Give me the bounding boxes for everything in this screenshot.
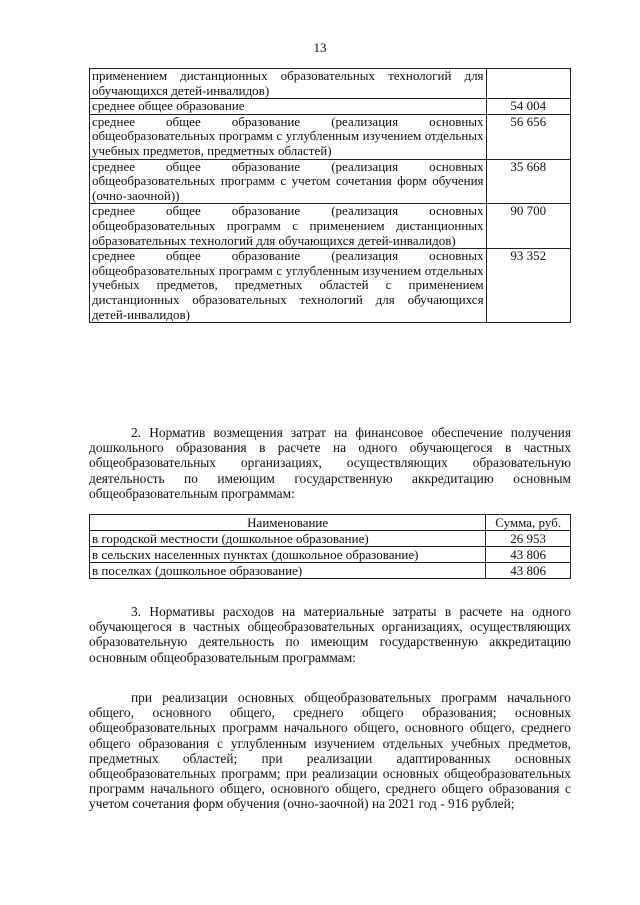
row-description: среднее общее образование (реализация основных общеобразовательных программ с учетом сочетания форм обучения (очно-заочной)): [90, 159, 487, 204]
header-sum: Сумма, руб.: [486, 515, 571, 531]
row-sum: 43 806: [486, 547, 571, 563]
table-header-row: [90, 515, 571, 531]
table-row: [90, 249, 571, 323]
row-description: среднее общее образование (реализация основных общеобразовательных программ с углубленным изучением отдельных учебных предметов, предметных областей с применением дистанционных образовательных технологий для обучающихся детей-инвалидов): [90, 249, 487, 323]
row-sum: 26 953: [486, 531, 571, 547]
paragraph-2-text: 2. Норматив возмещения затрат на финансовое обеспечение получения дошкольного образования в расчете на одного обучающегося в частных общеобразовательных организациях, осуществляющих образовательную деятельность по имеющим государственную аккредитацию основным общеобразовательным программам:: [89, 425, 571, 501]
paragraph-3-text: 3. Нормативы расходов на материальные затраты в расчете на одного обучающегося в частных общеобразовательных организациях, осуществляющих образовательную деятельность по имеющим государственную аккредитацию основным общеобразовательным программам:: [89, 604, 571, 665]
page-number: 13: [313, 40, 327, 55]
row-sum: 43 806: [486, 563, 571, 579]
paragraph-4-text: при реализации основных общеобразовательных программ начального общего, основного общего, среднего общего образования; основных общеобразовательных программ начального общего, основного общего, среднего общего образования с углубленным изучением отдельных учебных предметов, предметных областей; при реализации адаптированных основных общеобразовательных программ; при реализации основных общеобразовательных программ начального общего, основного общего, среднего общего образования с учетом сочетания форм обучения (очно-заочной) на 2021 год - 916 рублей;: [89, 690, 571, 812]
education-cost-table: [89, 68, 571, 323]
row-name: в поселках (дошкольное образование): [90, 563, 486, 579]
row-description: среднее общее образование (реализация основных общеобразовательных программ с углубленным изучением отдельных учебных предметов, предметных областей): [90, 114, 487, 159]
preschool-cost-table: [89, 514, 571, 579]
row-description: среднее общее образование: [90, 99, 487, 115]
paragraph-2: [89, 425, 571, 501]
table-row: [90, 114, 571, 159]
table-row: [90, 563, 571, 579]
table-row: [90, 547, 571, 563]
row-description: среднее общее образование (реализация основных общеобразовательных программ с применением дистанционных образовательных технологий для обучающихся детей-инвалидов): [90, 204, 487, 249]
table-row: [90, 99, 571, 115]
table-row: [90, 159, 571, 204]
table-row: [90, 69, 571, 99]
header-name: Наименование: [90, 515, 486, 531]
row-sum: 54 004: [486, 99, 570, 115]
table-row: [90, 204, 571, 249]
paragraph-4: [89, 690, 571, 812]
row-sum: 56 656: [486, 114, 570, 159]
row-sum: 35 668: [486, 159, 570, 204]
row-name: в сельских населенных пунктах (дошкольное образование): [90, 547, 486, 563]
row-sum: [486, 69, 570, 99]
row-description: применением дистанционных образовательных технологий для обучающихся детей-инвалидов): [90, 69, 487, 99]
row-name: в городской местности (дошкольное образование): [90, 531, 486, 547]
row-sum: 90 700: [486, 204, 570, 249]
table-row: [90, 531, 571, 547]
row-sum: 93 352: [486, 249, 570, 323]
paragraph-3: [89, 604, 571, 665]
